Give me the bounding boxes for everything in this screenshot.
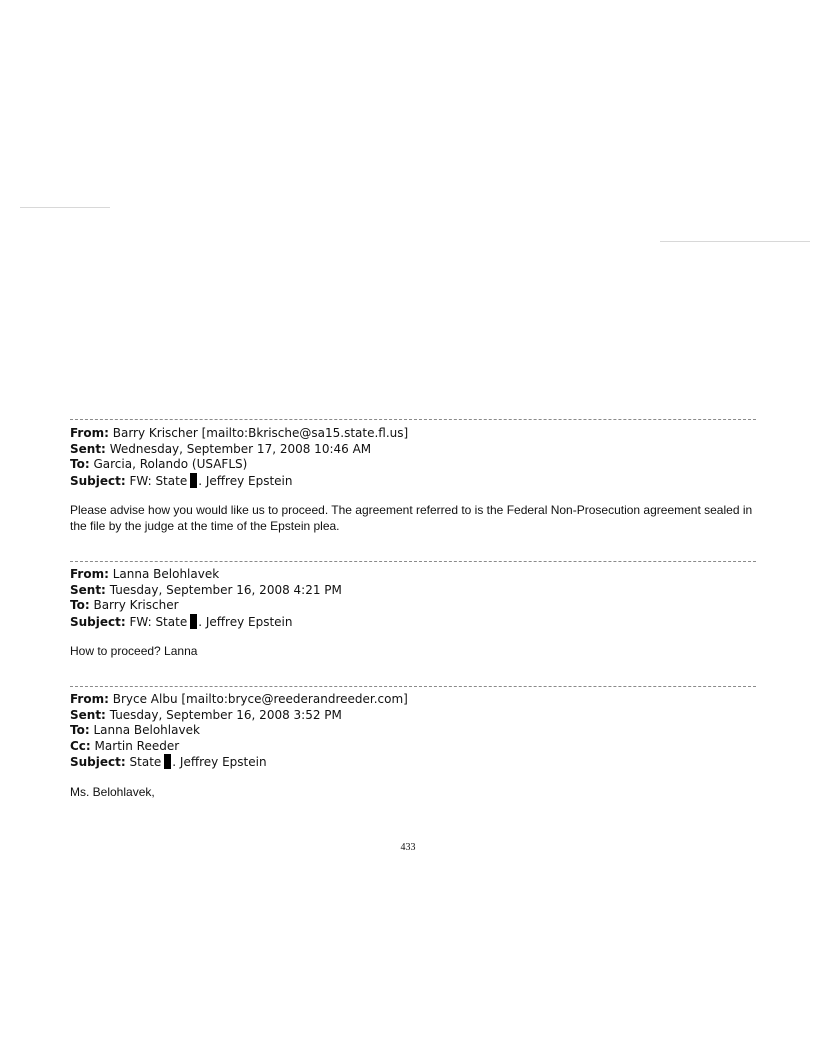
subject-suffix: . Jeffrey Epstein <box>198 473 293 488</box>
separator-line <box>70 419 756 420</box>
email-body: Ms. Belohlavek, <box>70 784 155 799</box>
email-body: Please advise how you would like us to proceed. The agreement referred to is the Federal Non-Prosecution agreement sealed in the file by the judge at the time of the Epstein plea. <box>70 503 753 533</box>
separator-line <box>70 561 756 562</box>
to-value: Lanna Belohlavek <box>93 723 200 737</box>
from-value: Barry Krischer [mailto:Bkrische@sa15.state.fl.us] <box>112 426 409 440</box>
subject-line <box>70 754 760 771</box>
subject-prefix: FW: State <box>129 614 188 629</box>
sent-line <box>70 583 760 599</box>
sent-value: Tuesday, September 16, 2008 3:52 PM <box>109 707 342 722</box>
redaction-block <box>164 754 171 769</box>
subject-label: Subject: <box>70 755 126 769</box>
email-message <box>70 692 760 800</box>
from-value: Bryce Albu [mailto:bryce@reederandreeder.com] <box>112 692 408 706</box>
sent-line <box>70 442 760 458</box>
subject-label: Subject: <box>70 614 126 629</box>
sent-line <box>70 708 760 724</box>
sent-value: Tuesday, September 16, 2008 4:21 PM <box>109 582 342 597</box>
from-line <box>70 567 760 583</box>
subject-line <box>70 614 760 631</box>
to-line <box>70 723 760 739</box>
email-message <box>70 567 760 660</box>
from-label: From: <box>70 692 109 706</box>
to-label: To: <box>70 598 90 612</box>
from-line <box>70 692 760 708</box>
subject-prefix: State <box>129 755 162 769</box>
from-label: From: <box>70 426 109 440</box>
to-label: To: <box>70 457 90 471</box>
separator-line <box>70 686 756 687</box>
redaction-block <box>190 614 197 629</box>
sent-label: Sent: <box>70 441 106 456</box>
to-value: Garcia, Rolando (USAFLS) <box>93 457 248 471</box>
cc-line <box>70 739 760 755</box>
subject-suffix: . Jeffrey Epstein <box>172 755 267 769</box>
cc-value: Martin Reeder <box>94 738 180 753</box>
sent-label: Sent: <box>70 707 106 722</box>
to-value: Barry Krischer <box>93 598 179 612</box>
email-body: How to proceed? Lanna <box>70 644 198 658</box>
to-line <box>70 457 760 473</box>
email-message <box>70 426 760 534</box>
subject-line <box>70 473 760 490</box>
cc-label: Cc: <box>70 738 91 753</box>
to-line <box>70 598 760 614</box>
from-value: Lanna Belohlavek <box>112 567 220 581</box>
redaction-block <box>190 473 197 488</box>
subject-prefix: FW: State <box>129 473 188 488</box>
from-label: From: <box>70 567 109 581</box>
subject-suffix: . Jeffrey Epstein <box>198 614 293 629</box>
sent-value: Wednesday, September 17, 2008 10:46 AM <box>109 441 372 456</box>
scan-artifact <box>20 207 110 208</box>
scan-artifact <box>660 241 810 242</box>
sent-label: Sent: <box>70 582 106 597</box>
subject-label: Subject: <box>70 473 126 488</box>
to-label: To: <box>70 723 90 737</box>
from-line <box>70 426 760 442</box>
page-number: 433 <box>400 842 416 853</box>
